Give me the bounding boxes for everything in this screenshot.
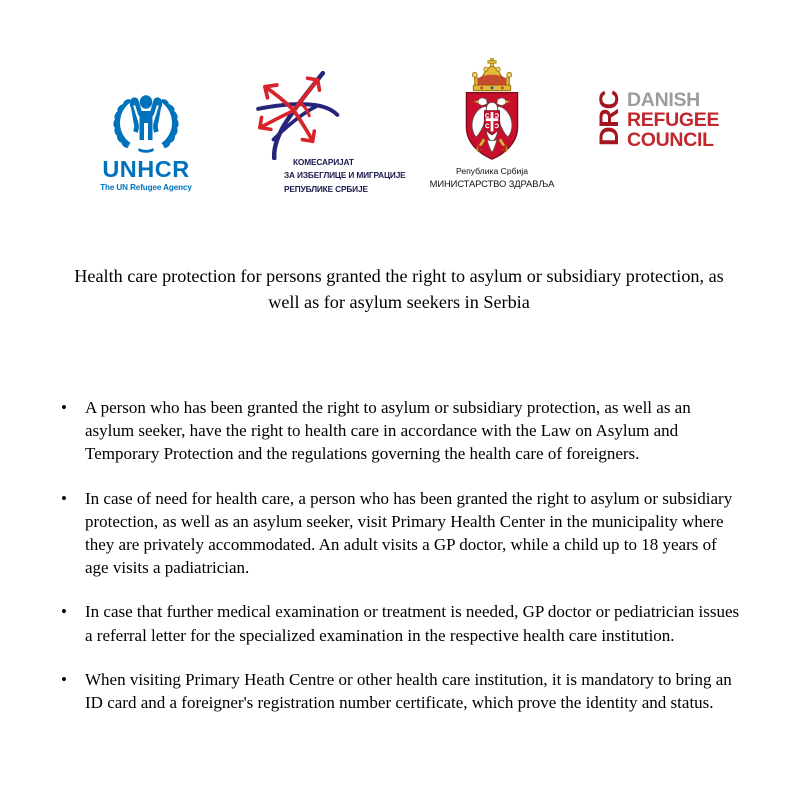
unhcr-hands-laurel-icon bbox=[96, 85, 196, 157]
list-item bbox=[0, 396, 798, 466]
bullet-marker: • bbox=[61, 488, 67, 508]
commissariat-caption-line1: КОМЕСАРИЈАТ bbox=[293, 157, 354, 167]
commissariat-caption-line3: РЕПУБЛИКЕ СРБИЈЕ bbox=[284, 183, 368, 194]
list-item-text: A person who has been granted the right to asylum or subsidiary protection, as well as an asylum seeker, have the right to health care in accordance with the Law on Asylum and Temporary Protection and the regulations governing the health care of foreigners. bbox=[85, 398, 691, 464]
document-title-line1: Health care protection for persons granted the right to asylum or subsidiary protection, bbox=[74, 266, 705, 286]
logo-header-row bbox=[0, 58, 798, 203]
bullet-marker: • bbox=[61, 602, 67, 622]
commissariat-caption-line2: ЗА ИЗБЕГЛИЦЕ И МИГРАЦИЈЕ bbox=[284, 170, 406, 181]
unhcr-wordmark: UNHCR bbox=[102, 156, 190, 182]
drc-acronym: DRC bbox=[594, 91, 624, 147]
drc-word-danish: DANISH bbox=[627, 89, 700, 111]
bullet-list bbox=[0, 396, 798, 735]
unhcr-tagline: The UN Refugee Agency bbox=[100, 182, 192, 192]
drc-logo bbox=[596, 90, 726, 151]
unhcr-logo bbox=[96, 85, 196, 192]
ministry-caption-line1: Република Србија bbox=[455, 166, 529, 176]
list-item-text: In case of need for health care, a person who has been granted the right to asylum or subsidiary protection, as well as an asylum seeker, visit Primary Health Center in the municipality where they are privately accommodated. An adult visits a GP doctor, while a child up to 18 years of age visits a padiatrician. bbox=[85, 488, 733, 578]
serbia-coat-of-arms-icon bbox=[454, 58, 530, 162]
ministry-caption bbox=[422, 165, 562, 191]
list-item-text: In case that further medical examination or treatment is needed, GP doctor or pediatrician issues a referral letter for the specialized examination in the respective health care institution. bbox=[85, 602, 740, 645]
list-item bbox=[0, 487, 798, 580]
drc-wordmark bbox=[627, 90, 719, 151]
list-item bbox=[0, 600, 798, 646]
ministry-of-health-logo bbox=[422, 58, 562, 191]
commissariat-caption bbox=[284, 156, 406, 196]
bullet-marker: • bbox=[61, 669, 67, 689]
document-title bbox=[60, 263, 738, 316]
list-item-text: When visiting Primary Heath Centre or other health care institution, it is mandatory to bring an ID card and a foreigner's registration number certificate, which prove the identity and status. bbox=[85, 669, 732, 713]
kirs-abstract-arrows-icon bbox=[256, 68, 342, 160]
bullet-marker: • bbox=[61, 398, 67, 417]
drc-word-council: COUNCIL bbox=[627, 128, 714, 151]
ministry-caption-line2: МИНИСТАРСТВО ЗДРАВЉА bbox=[429, 178, 555, 190]
document-title-line2: as well as for asylum seekers in Serbia bbox=[268, 266, 724, 313]
drc-word-refugee: REFUGEE bbox=[627, 108, 720, 131]
list-item bbox=[0, 668, 798, 714]
